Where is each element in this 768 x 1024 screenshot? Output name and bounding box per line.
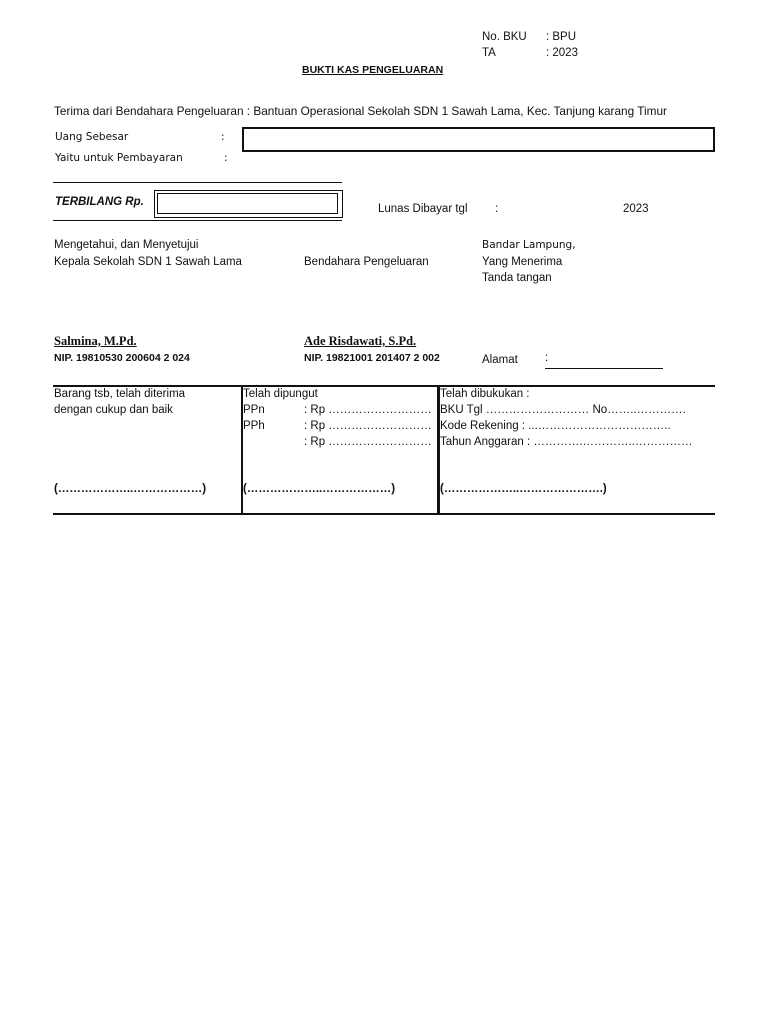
col2-pph-label: PPh: [243, 420, 265, 432]
kepala-nip: NIP. 19810530 200604 2 024: [54, 352, 190, 364]
col1-line1: Barang tsb, telah diterima: [54, 388, 186, 400]
kepala-title: Kepala Sekolah SDN 1 Sawah Lama: [54, 256, 242, 268]
terbilang-field[interactable]: [157, 193, 338, 214]
yaitu-label: Yaitu untuk Pembayaran: [55, 152, 183, 164]
ta-label: TA: [482, 47, 496, 59]
no-bku-label: No. BKU: [482, 31, 527, 43]
mengetahui-text: Mengetahui, dan Menyetujui: [54, 239, 199, 251]
yaitu-colon: :: [224, 152, 228, 164]
ta-value: : 2023: [546, 47, 578, 59]
lunas-year: 2023: [623, 203, 649, 215]
col2-pph-value: : Rp ………………………: [304, 420, 432, 432]
col3-line1: Telah dibukukan :: [440, 388, 530, 400]
kepala-name: Salmina, M.Pd.: [54, 334, 137, 348]
lunas-colon: :: [495, 203, 499, 215]
bendahara-nip: NIP. 19821001 201407 2 002: [304, 352, 440, 364]
uang-sebesar-label: Uang Sebesar: [55, 131, 129, 143]
bendahara-title: Bendahara Pengeluaran: [304, 256, 429, 268]
col2-signature: (………………..………………): [243, 483, 396, 495]
col1-line2: dengan cukup dan baik: [54, 404, 173, 416]
divider-bottom: [53, 220, 342, 221]
footer-bottom-border: [53, 513, 715, 515]
divider-top: [53, 182, 342, 183]
footer-top-border: [53, 385, 715, 387]
col3-kode-rekening: Kode Rekening : ...……………………………..: [440, 420, 671, 432]
alamat-underline: [545, 368, 663, 369]
uang-sebesar-colon: :: [221, 131, 225, 143]
col3-signature: (………………..………………….): [440, 483, 607, 495]
yang-menerima-text: Yang Menerima: [482, 256, 563, 268]
col2-line1: Telah dipungut: [243, 388, 318, 400]
lunas-label: Lunas Dibayar tgl: [378, 203, 468, 215]
col2-ppn-value: : Rp ………………………: [304, 404, 432, 416]
alamat-colon: :: [545, 352, 549, 364]
uang-sebesar-field[interactable]: [242, 127, 715, 152]
col2-ppn-label: PPn: [243, 404, 265, 416]
col1-signature: (………………..………………): [54, 483, 207, 495]
terbilang-label: TERBILANG Rp.: [55, 196, 144, 208]
no-bku-value: : BPU: [546, 31, 577, 43]
tanda-tangan-text: Tanda tangan: [482, 272, 552, 284]
col3-tahun-anggaran: Tahun Anggaran : ………….…………..……………: [440, 436, 693, 448]
terima-dari-text: Terima dari Bendahara Pengeluaran : Bantuan Operasional Sekolah SDN 1 Sawah Lama, Kec. Tanjung karang Timur: [54, 104, 667, 118]
bandar-lampung-text: Bandar Lampung,: [482, 239, 576, 251]
document-title: BUKTI KAS PENGELUARAN: [302, 64, 444, 76]
terbilang-field-outer: [154, 190, 343, 218]
col2-other-value: : Rp ………………………: [304, 436, 432, 448]
bendahara-name: Ade Risdawati, S.Pd.: [304, 334, 417, 348]
alamat-label: Alamat: [482, 354, 518, 366]
col3-bku: BKU Tgl ……………………… No……..………….: [440, 404, 686, 416]
